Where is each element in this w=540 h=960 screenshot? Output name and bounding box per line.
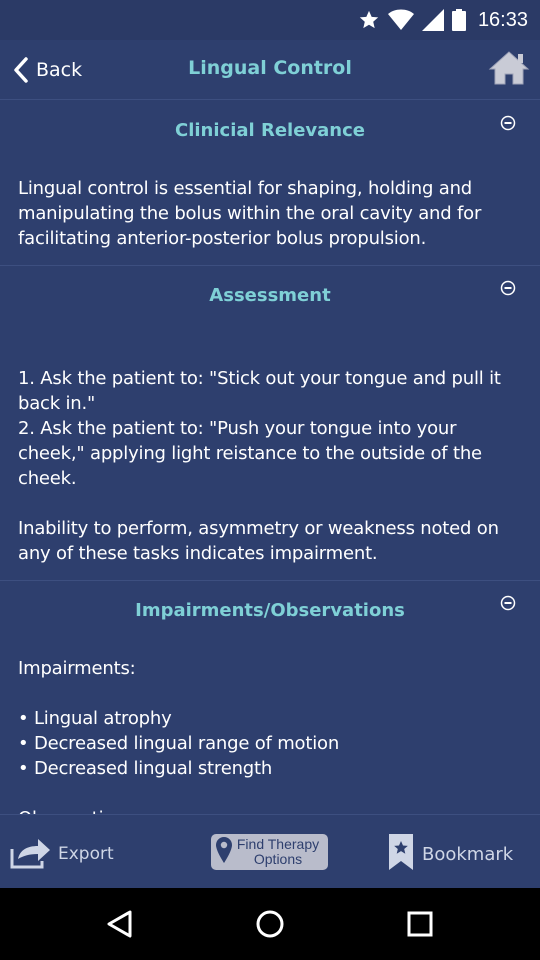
body-paragraph: Inability to perform, asymmetry or weakness noted on any of these tasks indicates impairment. xyxy=(18,518,499,564)
body-spacer xyxy=(18,491,522,516)
body-paragraph: 2. Ask the patient to: "Push your tongue into your cheek," applying light reistance to the outside of the cheek. xyxy=(18,418,482,489)
collapse-icon[interactable] xyxy=(500,280,516,296)
system-nav-bar xyxy=(0,888,540,960)
bookmark-label: Bookmark xyxy=(422,843,514,865)
section-body xyxy=(0,656,357,831)
home-circle-icon[interactable] xyxy=(254,908,286,940)
find-therapy-label xyxy=(233,837,323,867)
bookmark-button[interactable] xyxy=(388,833,513,875)
list-item: • Decreased lingual strength xyxy=(18,758,273,779)
list-item: • Decreased lingual range of motion xyxy=(18,733,340,754)
header xyxy=(0,40,540,100)
find-therapy-label-line2: Options xyxy=(253,851,303,867)
back-triangle-icon[interactable] xyxy=(104,908,136,940)
battery-icon xyxy=(452,9,466,31)
star-icon xyxy=(358,9,380,31)
find-therapy-label-line1: Find Therapy xyxy=(236,836,320,852)
section-impairments-observations xyxy=(0,581,540,841)
status-time: 16:33 xyxy=(477,8,528,31)
wifi-icon xyxy=(388,9,414,31)
status-bar xyxy=(0,0,540,40)
section-title: Impairments/Observations xyxy=(135,600,405,621)
export-button[interactable] xyxy=(10,835,114,873)
body-spacer xyxy=(18,681,339,706)
body-spacer xyxy=(18,781,339,806)
body-paragraph: 1. Ask the patient to: "Stick out your tongue and pull it back in." xyxy=(18,368,501,414)
home-button[interactable] xyxy=(488,50,530,88)
map-pin-icon xyxy=(215,836,233,868)
section-assessment xyxy=(0,266,540,581)
collapse-icon[interactable] xyxy=(500,595,516,611)
page-title: Lingual Control xyxy=(188,57,352,79)
section-title: Assessment xyxy=(209,285,331,306)
section-body xyxy=(0,176,540,251)
back-label: Back xyxy=(36,59,83,81)
find-therapy-options-button[interactable] xyxy=(211,834,328,870)
list-item: • Lingual atrophy xyxy=(18,708,172,729)
home-icon xyxy=(488,71,530,90)
content-scroll[interactable] xyxy=(0,101,540,814)
bookmark-icon xyxy=(388,833,414,875)
collapse-icon[interactable] xyxy=(500,115,516,131)
recents-square-icon[interactable] xyxy=(404,908,436,940)
section-clinical-relevance xyxy=(0,101,540,266)
bottom-toolbar xyxy=(0,814,540,888)
section-title: Clinicial Relevance xyxy=(175,120,365,141)
body-paragraph: Lingual control is essential for shaping, holding and manipulating the bolus within the oral cavity and for facilitating anterior-posterior bolus propulsion. xyxy=(18,178,482,249)
section-body xyxy=(0,366,540,566)
signal-icon xyxy=(422,9,444,31)
export-label: Export xyxy=(58,844,114,864)
status-icons xyxy=(358,8,528,32)
body-paragraph: Impairments: xyxy=(18,658,136,679)
export-icon xyxy=(10,835,52,873)
